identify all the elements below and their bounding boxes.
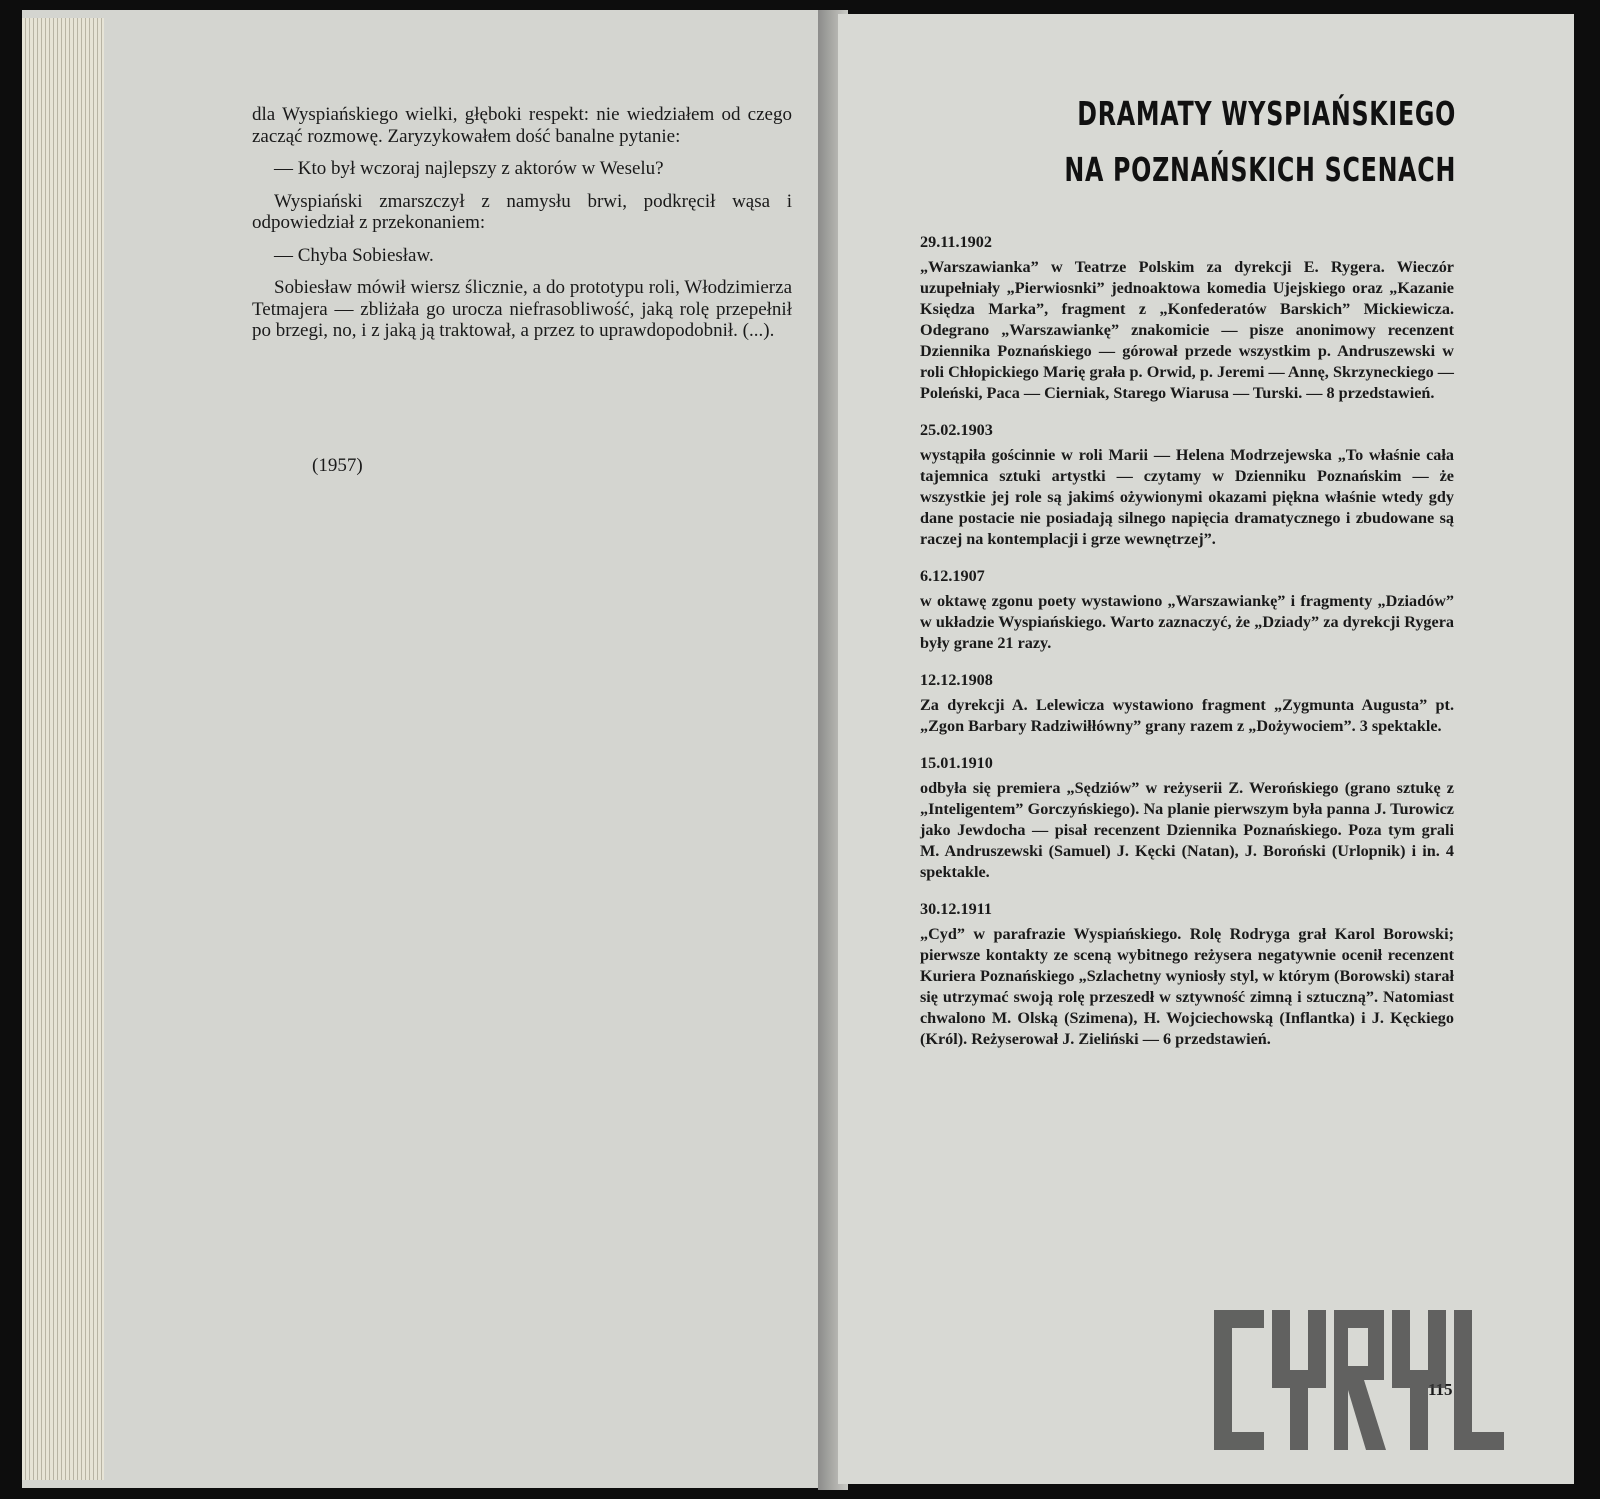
paragraph: Wyspiański zmarszczył z namysłu brwi, podkręcił wąsa i odpowiedział z przekonaniem: xyxy=(252,190,792,233)
entry-date: 30.12.1911 xyxy=(920,900,992,918)
chronology-entry xyxy=(920,566,1454,654)
entry-text: w oktawę zgonu poety wystawiono „Warszawiankę” i fragmenty „Dziadów” w układzie Wyspiańskiego. Warto zaznaczyć, że „Dziady” za dyrekcji Rygera były grane 21 razy. xyxy=(920,592,1454,652)
entry-text: Za dyrekcji A. Lelewicza wystawiono fragment „Zygmunta Augusta” pt. „Zgon Barbary Radziwiłłówny” grany razem z „Dożywociem”. 3 spektakle. xyxy=(920,696,1454,735)
title-line: DRAMATY WYSPIAŃSKIEGO xyxy=(1077,94,1456,133)
chronology-entry xyxy=(920,753,1454,883)
chronology-entry xyxy=(920,899,1454,1050)
page-edges xyxy=(22,18,104,1480)
entry-date: 29.11.1902 xyxy=(920,233,992,251)
year-note: (1957) xyxy=(312,455,363,476)
paragraph: — Kto był wczoraj najlepszy z aktorów w Weselu? xyxy=(274,158,664,179)
entry-text: „Warszawianka” w Teatrze Polskim za dyrekcji E. Rygera. Wieczór uzupełniały „Pierwiosnki” jednoaktowa komedia Ujejskiego oraz „Kazanie Księdza Marka”, fragment z „Konfederatów Barskich” Mickiewicza. Odegrano „Warszawiankę” znakomicie — pisze anonimowy recenzent Dziennika Poznańskiego — górował przede wszystkim p. Andruszewski w roli Chłopickiego Marię grała p. Orwid, p. Jeremi — Annę, Skrzyneckiego — Poleński, Paca — Cierniak, Starego Wiarusa — Turski. — 8 przedstawień. xyxy=(920,258,1454,402)
cyryl-watermark-logo xyxy=(1214,1310,1504,1450)
left-page-text xyxy=(252,104,792,353)
paragraph: Sobiesław mówił wiersz ślicznie, a do prototypu roli, Włodzimierza Tetmajera — zbliżała go urocza niefrasobliwość, jaką rolę przepełnił po brzegi, no, i z jaką ją traktował, a przez to uprawdopodobnił. (...). xyxy=(252,277,792,341)
entry-text: „Cyd” w parafrazie Wyspiańskiego. Rolę Rodryga grał Karol Borowski; pierwsze kontakty ze sceną wybitnego reżysera negatywnie ocenił recenzent Kuriera Poznańskiego „Szlachetny wyniosły styl, w którym (Borowski) starał się utrzymać swoją rolę przeszedł w sztywność zimną i sztuczną”. Natomiast chwalono M. Olską (Szimena), H. Wojciechowską (Inflantka) i J. Kęckiego (Król). Reżyserował J. Zieliński — 6 przedstawień. xyxy=(920,925,1454,1048)
chronology-entry xyxy=(920,670,1454,737)
title-line: NA POZNAŃSKICH SCENACH xyxy=(1064,150,1456,189)
paragraph: — Chyba Sobiesław. xyxy=(274,244,434,266)
paragraph: dla Wyspiańskiego wielki, głęboki respekt: nie wiedziałem od czego zacząć rozmowę. Zaryzykowałem dość banalne pytanie: xyxy=(252,104,792,147)
entry-date: 6.12.1907 xyxy=(920,567,985,585)
page-number: 115 xyxy=(1428,1380,1453,1399)
chronology-entry xyxy=(920,232,1454,404)
entry-date: 12.12.1908 xyxy=(920,671,993,689)
chronology-entry xyxy=(920,420,1454,550)
entry-date: 15.01.1910 xyxy=(920,754,993,772)
chronology-list xyxy=(920,232,1454,1066)
chapter-title xyxy=(1064,86,1456,198)
entry-text: odbyła się premiera „Sędziów” w reżyserii Z. Werońskiego (grano sztukę z „Inteligentem” Gorczyńskiego). Na planie pierwszym była panna J. Turowicz jako Jewdocha — pisał recenzent Dziennika Poznańskiego. Poza tym grali M. Andruszewski (Samuel) J. Kęcki (Natan), J. Boroński (Urlopnik) i in. 4 spektakle. xyxy=(920,779,1454,881)
entry-date: 25.02.1903 xyxy=(920,421,993,439)
entry-text: wystąpiła gościnnie w roli Marii — Helena Modrzejewska „To właśnie cała tajemnica sztuki artystki — czytamy w Dzienniku Poznańskim — że wszystkie jej role są jakimś ożywionymi okazami piękna właśnie wtedy gdy dane postacie nie posiadają silnego napięcia dramatycznego i zbudowane są raczej na kontemplacji i grze wewnętrzej”. xyxy=(920,446,1454,548)
